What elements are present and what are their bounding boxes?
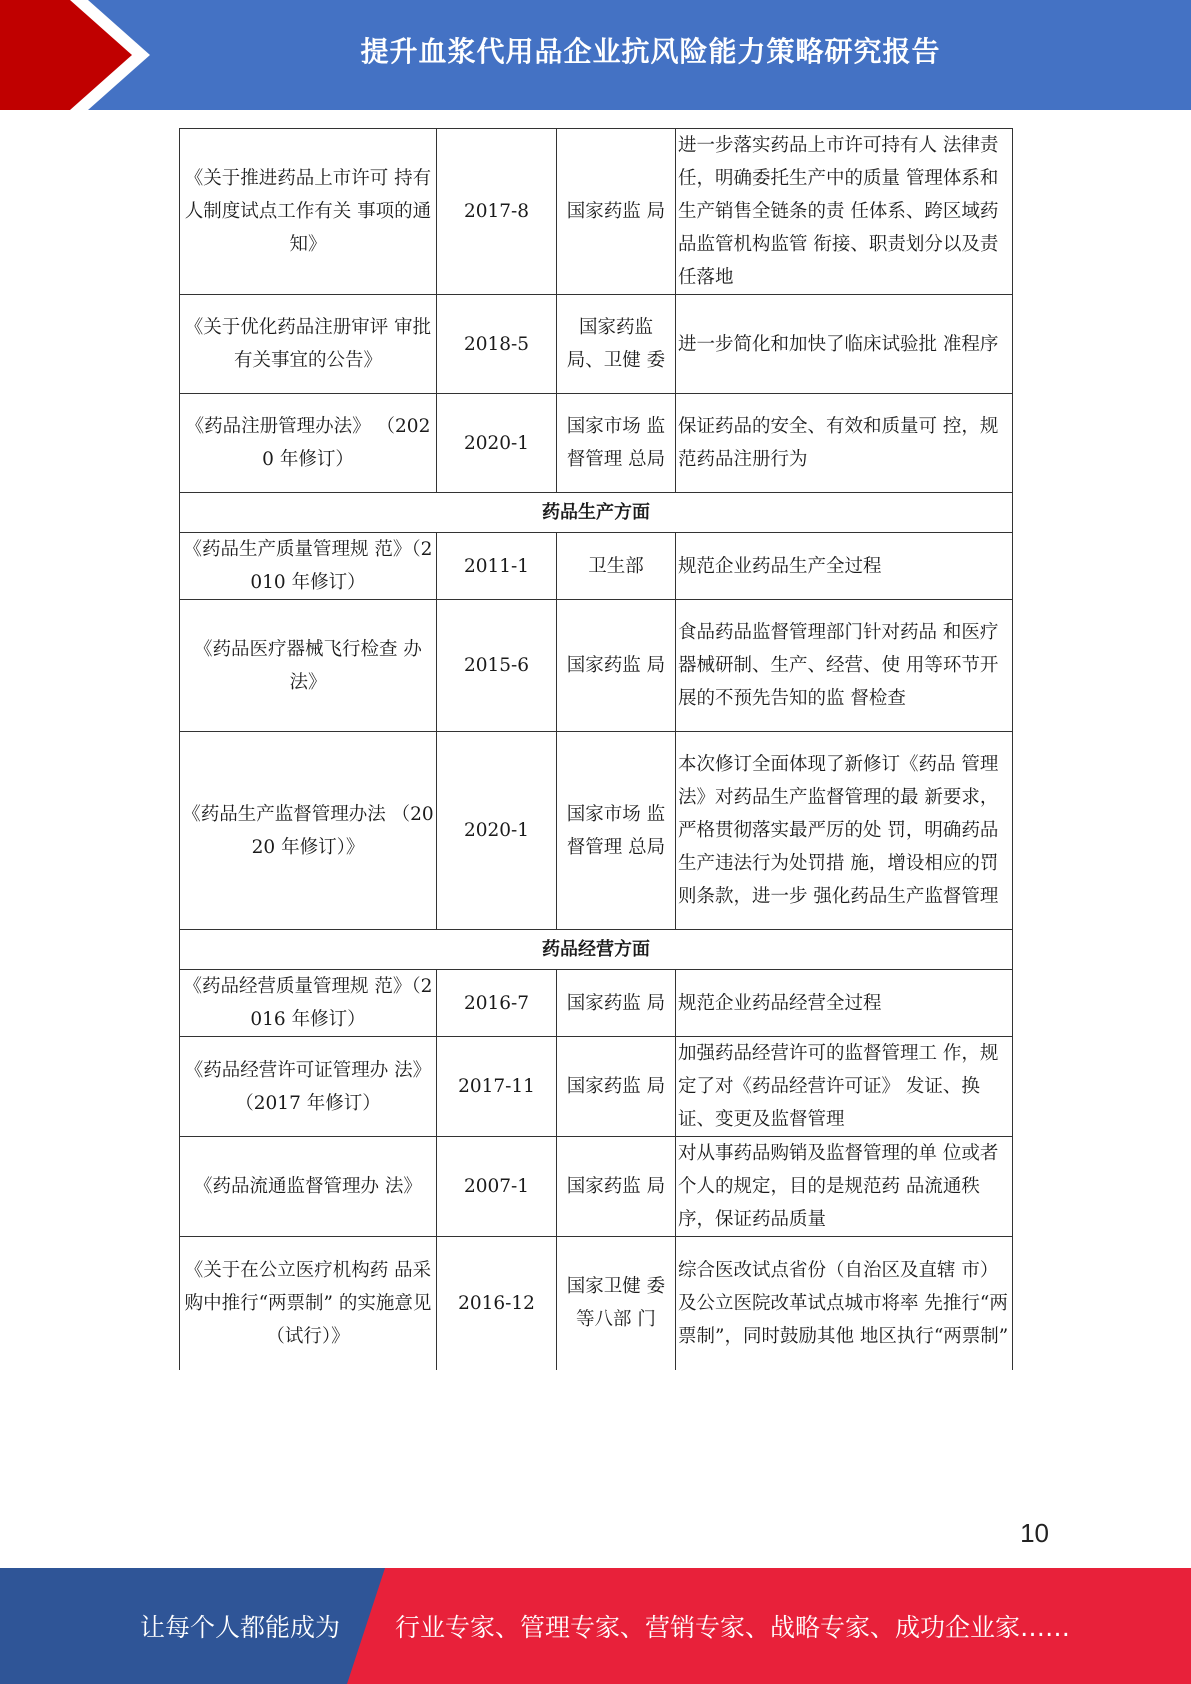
issue-date-cell: 2011-1 — [437, 533, 557, 600]
page-header — [0, 0, 1191, 110]
description-cell: 规范企业药品生产全过程 — [676, 533, 1013, 600]
section-heading: 药品生产方面 — [180, 493, 1013, 533]
table-row — [180, 394, 1013, 493]
issue-date-cell: 2020-1 — [437, 394, 557, 493]
issue-date-cell: 2017-11 — [437, 1037, 557, 1137]
regulation-name-cell: 《药品注册管理办法》 （2020 年修订） — [180, 394, 437, 493]
table-row — [180, 1237, 1013, 1370]
issuing-department-cell: 国家药监 局、卫健 委 — [557, 295, 676, 394]
issuing-department-cell: 国家药监 局 — [557, 600, 676, 732]
description-cell: 对从事药品购销及监督管理的单 位或者个人的规定，目的是规范药 品流通秩序，保证药品质量 — [676, 1137, 1013, 1237]
issue-date-cell: 2017-8 — [437, 129, 557, 295]
table-row — [180, 600, 1013, 732]
regulation-name-cell: 《药品经营质量管理规 范》（2016 年修订） — [180, 970, 437, 1037]
issuing-department-cell: 国家市场 监督管理 总局 — [557, 394, 676, 493]
issuing-department-cell: 国家药监 局 — [557, 970, 676, 1037]
table-row — [180, 295, 1013, 394]
footer-slogan-right: 行业专家、管理专家、营销专家、战略专家、成功企业家…… — [395, 1613, 1071, 1642]
regulation-name-cell: 《关于在公立医疗机构药 品采购中推行“两票制” 的实施意见（试行）》 — [180, 1237, 437, 1370]
issuing-department-cell: 国家药监 局 — [557, 1037, 676, 1137]
issuing-department-cell: 卫生部 — [557, 533, 676, 600]
report-title: 提升血浆代用品企业抗风险能力策略研究报告 — [360, 35, 941, 68]
regulation-table — [179, 128, 1013, 1370]
description-cell: 规范企业药品经营全过程 — [676, 970, 1013, 1037]
footer-slogan-left: 让每个人都能成为 — [140, 1613, 341, 1642]
issuing-department-cell: 国家卫健 委等八部 门 — [557, 1237, 676, 1370]
regulation-name-cell: 《药品生产监督管理办法 （2020 年修订）》 — [180, 732, 437, 930]
issue-date-cell: 2018-5 — [437, 295, 557, 394]
table-row — [180, 732, 1013, 930]
table-row — [180, 533, 1013, 600]
regulation-name-cell: 《关于优化药品注册审评 审批有关事宜的公告》 — [180, 295, 437, 394]
page-footer — [0, 1568, 1191, 1684]
table-row — [180, 1137, 1013, 1237]
table-section-row — [180, 493, 1013, 533]
table-section-row — [180, 930, 1013, 970]
description-cell: 进一步简化和加快了临床试验批 准程序 — [676, 295, 1013, 394]
description-cell: 食品药品监督管理部门针对药品 和医疗器械研制、生产、经营、使 用等环节开展的不预先告知的监 督检查 — [676, 600, 1013, 732]
description-cell: 加强药品经营许可的监督管理工 作，规定了对《药品经营许可证》 发证、换证、变更及监督管理 — [676, 1037, 1013, 1137]
table-row — [180, 129, 1013, 295]
regulation-name-cell: 《药品流通监督管理办 法》 — [180, 1137, 437, 1237]
regulation-name-cell: 《药品经营许可证管理办 法》（2017 年修订） — [180, 1037, 437, 1137]
regulation-name-cell: 《药品生产质量管理规 范》（2010 年修订） — [180, 533, 437, 600]
issuing-department-cell: 国家市场 监督管理 总局 — [557, 732, 676, 930]
description-cell: 保证药品的安全、有效和质量可 控，规范药品注册行为 — [676, 394, 1013, 493]
issuing-department-cell: 国家药监 局 — [557, 1137, 676, 1237]
table-row — [180, 1037, 1013, 1137]
description-cell: 本次修订全面体现了新修订《药品 管理法》对药品生产监督管理的最 新要求，严格贯彻落实最严厉的处 罚，明确药品生产违法行为处罚措 施，增设相应的罚则条款，进一步 强化药品生产监督管理 — [676, 732, 1013, 930]
issue-date-cell: 2020-1 — [437, 732, 557, 930]
regulation-name-cell: 《药品医疗器械飞行检查 办法》 — [180, 600, 437, 732]
description-cell: 进一步落实药品上市许可持有人 法律责任，明确委托生产中的质量 管理体系和生产销售全链条的责 任体系、跨区域药品监管机构监管 衔接、职责划分以及责任落地 — [676, 129, 1013, 295]
regulation-name-cell: 《关于推进药品上市许可 持有人制度试点工作有关 事项的通知》 — [180, 129, 437, 295]
issue-date-cell: 2016-12 — [437, 1237, 557, 1370]
issuing-department-cell: 国家药监 局 — [557, 129, 676, 295]
issue-date-cell: 2016-7 — [437, 970, 557, 1037]
issue-date-cell: 2015-6 — [437, 600, 557, 732]
description-cell: 综合医改试点省份（自治区及直辖 市）及公立医院改革试点城市将率 先推行“两票制”，同时鼓励其他 地区执行“两票制” — [676, 1237, 1013, 1370]
table-row — [180, 970, 1013, 1037]
section-heading: 药品经营方面 — [180, 930, 1013, 970]
issue-date-cell: 2007-1 — [437, 1137, 557, 1237]
page-number: 10 — [1020, 1518, 1049, 1548]
